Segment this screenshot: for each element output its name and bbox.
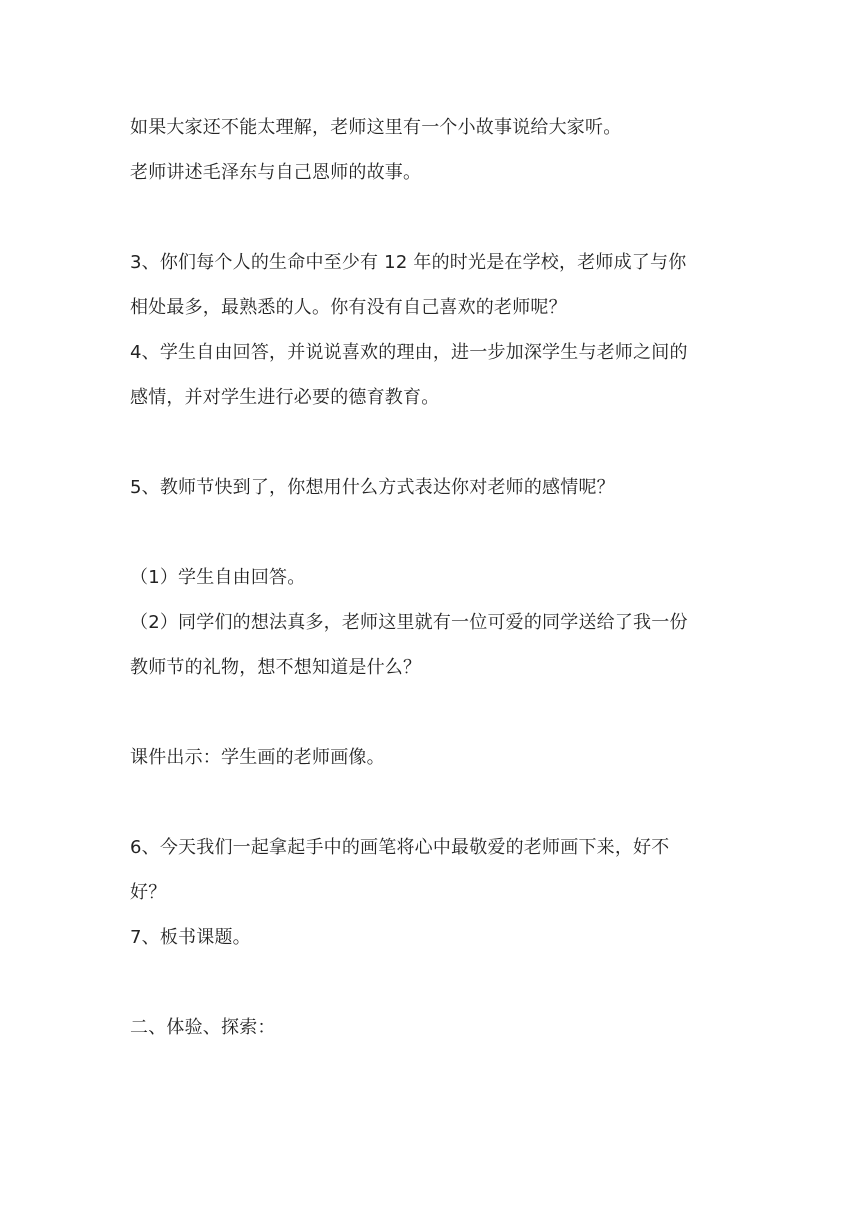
paragraph-line: 6、今天我们一起拿起手中的画笔将心中最敬爱的老师画下来，好不 bbox=[130, 837, 670, 858]
section-heading: 二、体验、探索： bbox=[130, 1017, 276, 1038]
paragraph-line: 感情，并对学生进行必要的德育教育。 bbox=[130, 387, 440, 408]
paragraph-line: 3、你们每个人的生命中至少有 12 年的时光是在学校，老师成了与你 bbox=[130, 252, 687, 273]
paragraph-line: 老师讲述毛泽东与自己恩师的故事。 bbox=[130, 162, 422, 183]
paragraph-line: 如果大家还不能太理解，老师这里有一个小故事说给大家听。 bbox=[130, 117, 622, 138]
paragraph-line: 4、学生自由回答，并说说喜欢的理由，进一步加深学生与老师之间的 bbox=[130, 342, 688, 363]
paragraph-line: 相处最多，最熟悉的人。你有没有自己喜欢的老师呢？ bbox=[130, 297, 567, 318]
paragraph-line: 7、板书课题。 bbox=[130, 927, 251, 948]
paragraph-line: 教师节的礼物，想不想知道是什么？ bbox=[130, 657, 422, 678]
paragraph-line: 好？ bbox=[130, 882, 167, 903]
paragraph-line: （1）学生自由回答。 bbox=[130, 567, 306, 588]
paragraph-line: 5、教师节快到了，你想用什么方式表达你对老师的感情呢？ bbox=[130, 477, 615, 498]
paragraph-line: 课件出示：学生画的老师画像。 bbox=[130, 747, 385, 768]
paragraph-line: （2）同学们的想法真多，老师这里就有一位可爱的同学送给了我一份 bbox=[130, 612, 688, 633]
